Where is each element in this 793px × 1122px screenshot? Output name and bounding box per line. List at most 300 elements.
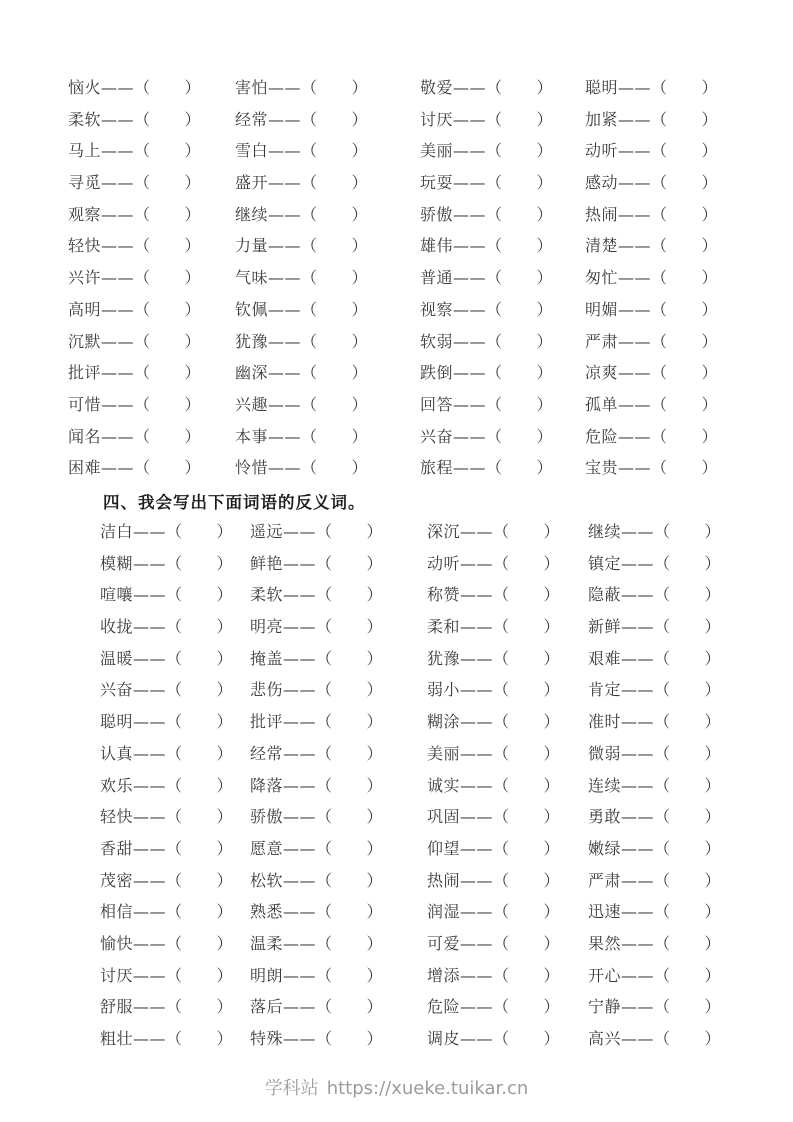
word-entry [420,262,585,294]
word-text: 香甜 [100,838,134,858]
word-text: 宝贵 [585,458,619,478]
dash-open-paren: ——（ [268,363,318,383]
dash-open-paren: ——（ [453,394,503,414]
word-text: 温暖 [100,648,134,668]
word-entry [68,421,235,453]
dash-open-paren: ——（ [460,870,510,890]
word-text: 增添 [427,965,461,985]
dash-open-paren: ——（ [460,743,510,763]
word-text: 柔和 [427,617,461,637]
footer-url: https://xueke.tuikar.cn [326,1078,529,1099]
word-text: 讨厌 [420,109,454,129]
word-entry [68,452,235,484]
word-entry [427,801,588,833]
word-entry [100,991,250,1023]
close-paren: ） [543,775,561,795]
dash-open-paren: ——（ [283,838,333,858]
dash-open-paren: ——（ [133,617,183,637]
word-entry [235,199,420,231]
word-text: 微弱 [588,743,622,763]
dash-open-paren: ——（ [268,331,318,351]
close-paren: ） [536,426,554,446]
word-entry [235,230,420,262]
dash-open-paren: ——（ [268,173,318,193]
word-entry [235,421,420,453]
dash-open-paren: ——（ [133,712,183,732]
word-entry [250,516,427,548]
word-text: 本事 [235,426,269,446]
dash-open-paren: ——（ [460,933,510,953]
dash-open-paren: ——（ [621,775,671,795]
close-paren: ） [366,743,384,763]
word-entry [585,230,718,262]
word-text: 轻快 [100,807,134,827]
close-paren: ） [216,712,234,732]
word-text: 力量 [235,236,269,256]
footer-site-name: 学科站 [264,1078,319,1099]
dash-open-paren: ——（ [283,870,333,890]
word-entry [420,199,585,231]
close-paren: ） [184,204,202,224]
word-text: 相信 [100,902,134,922]
section-heading: 四、我会写出下面词语的反义词。 [103,493,366,512]
word-entry [427,896,588,928]
dash-open-paren: ——（ [621,1029,671,1048]
dash-open-paren: ——（ [133,997,183,1017]
dash-open-paren: ——（ [268,299,318,319]
word-text: 喧嚷 [100,585,134,605]
close-paren: ） [366,648,384,668]
word-text: 幽深 [235,363,269,383]
close-paren: ） [366,902,384,922]
word-text: 果然 [588,933,622,953]
word-entry [585,135,718,167]
word-text: 寻觅 [68,173,102,193]
word-entry [250,770,427,802]
dash-open-paren: ——（ [283,807,333,827]
close-paren: ） [701,299,719,319]
dash-open-paren: ——（ [101,173,151,193]
dash-open-paren: ——（ [101,331,151,351]
dash-open-paren: ——（ [101,109,151,129]
dash-open-paren: ——（ [101,426,151,446]
close-paren: ） [704,775,722,795]
close-paren: ） [704,965,722,985]
close-paren: ） [351,331,369,351]
dash-open-paren: ——（ [460,965,510,985]
word-entry [427,643,588,675]
close-paren: ） [184,331,202,351]
dash-open-paren: ——（ [618,109,668,129]
word-entry [100,548,250,580]
close-paren: ） [184,426,202,446]
close-paren: ） [536,458,554,478]
close-paren: ） [184,236,202,256]
word-entry [235,72,420,104]
close-paren: ） [704,807,722,827]
word-text: 严肃 [585,331,619,351]
dash-open-paren: ——（ [618,78,668,97]
close-paren: ） [351,268,369,288]
word-text: 诚实 [427,775,461,795]
dash-open-paren: ——（ [268,426,318,446]
word-text: 遥远 [250,522,284,541]
word-entry [420,230,585,262]
dash-open-paren: ——（ [453,268,503,288]
close-paren: ） [351,236,369,256]
word-entry [68,294,235,326]
word-text: 明朗 [250,965,284,985]
word-entry [427,833,588,865]
word-entry [68,262,235,294]
word-text: 软弱 [420,331,454,351]
dash-open-paren: ——（ [618,299,668,319]
word-text: 镇定 [588,553,622,573]
word-entry [68,167,235,199]
dash-open-paren: ——（ [133,807,183,827]
word-text: 玩耍 [420,173,454,193]
close-paren: ） [366,617,384,637]
close-paren: ） [543,522,561,541]
word-text: 肯定 [588,680,622,700]
close-paren: ） [704,712,722,732]
dash-open-paren: ——（ [453,173,503,193]
close-paren: ） [216,743,234,763]
word-entry [235,262,420,294]
word-text: 聪明 [585,78,619,97]
close-paren: ） [701,458,719,478]
word-text: 鲜艳 [250,553,284,573]
close-paren: ） [704,743,722,763]
word-text: 跌倒 [420,363,454,383]
word-text: 热闹 [585,204,619,224]
dash-open-paren: ——（ [460,902,510,922]
close-paren: ） [543,680,561,700]
close-paren: ） [704,838,722,858]
close-paren: ） [704,902,722,922]
word-entry [100,801,250,833]
word-entry [68,357,235,389]
word-text: 悲伤 [250,680,284,700]
word-entry [427,611,588,643]
dash-open-paren: ——（ [133,680,183,700]
close-paren: ） [351,458,369,478]
word-text: 高兴 [588,1029,622,1048]
close-paren: ） [216,553,234,573]
word-text: 危险 [427,997,461,1017]
word-entry [420,104,585,136]
close-paren: ） [704,617,722,637]
dash-open-paren: ——（ [101,236,151,256]
close-paren: ） [184,173,202,193]
close-paren: ） [184,394,202,414]
word-text: 热闹 [427,870,461,890]
close-paren: ） [351,204,369,224]
close-paren: ） [216,965,234,985]
close-paren: ） [184,363,202,383]
word-text: 柔软 [68,109,102,129]
close-paren: ） [704,997,722,1017]
close-paren: ） [536,109,554,129]
close-paren: ） [184,299,202,319]
word-entry [588,579,721,611]
close-paren: ） [351,394,369,414]
word-entry [68,72,235,104]
word-entry [250,928,427,960]
word-entry [585,104,718,136]
dash-open-paren: ——（ [133,585,183,605]
word-entry [420,389,585,421]
word-text: 洁白 [100,522,134,541]
dash-open-paren: ——（ [460,522,510,541]
word-text: 加紧 [585,109,619,129]
word-entry [250,960,427,992]
close-paren: ） [536,363,554,383]
dash-open-paren: ——（ [621,743,671,763]
close-paren: ） [543,585,561,605]
word-text: 特殊 [250,1029,284,1048]
dash-open-paren: ——（ [453,141,503,161]
dash-open-paren: ——（ [621,617,671,637]
close-paren: ） [184,109,202,129]
word-entry [235,326,420,358]
dash-open-paren: ——（ [101,394,151,414]
close-paren: ） [216,807,234,827]
dash-open-paren: ——（ [133,933,183,953]
word-text: 旅程 [420,458,454,478]
word-entry [427,579,588,611]
dash-open-paren: ——（ [283,902,333,922]
close-paren: ） [543,933,561,953]
close-paren: ） [543,807,561,827]
close-paren: ） [184,78,202,97]
close-paren: ） [543,743,561,763]
close-paren: ） [536,299,554,319]
dash-open-paren: ——（ [453,204,503,224]
word-entry [100,706,250,738]
word-text: 兴许 [68,268,102,288]
dash-open-paren: ——（ [283,648,333,668]
word-entry [100,674,250,706]
word-entry [588,548,721,580]
dash-open-paren: ——（ [460,838,510,858]
word-text: 巩固 [427,807,461,827]
close-paren: ） [216,775,234,795]
close-paren: ） [216,997,234,1017]
close-paren: ） [216,617,234,637]
word-entry [235,389,420,421]
word-entry [250,548,427,580]
close-paren: ） [536,268,554,288]
word-text: 勇敢 [588,807,622,827]
dash-open-paren: ——（ [283,1029,333,1048]
dash-open-paren: ——（ [453,299,503,319]
word-text: 经常 [250,743,284,763]
word-text: 敬爱 [420,78,454,97]
word-text: 柔软 [250,585,284,605]
close-paren: ） [543,902,561,922]
word-text: 欢乐 [100,775,134,795]
word-text: 调皮 [427,1029,461,1048]
word-entry [100,516,250,548]
word-entry [68,104,235,136]
word-text: 感动 [585,173,619,193]
dash-open-paren: ——（ [133,902,183,922]
word-entry [100,770,250,802]
dash-open-paren: ——（ [283,585,333,605]
dash-open-paren: ——（ [621,807,671,827]
dash-open-paren: ——（ [268,78,318,97]
word-entry [100,896,250,928]
close-paren: ） [543,838,561,858]
word-text: 批评 [68,363,102,383]
word-entry [585,167,718,199]
word-text: 艰难 [588,648,622,668]
dash-open-paren: ——（ [621,933,671,953]
close-paren: ） [351,426,369,446]
dash-open-paren: ——（ [101,458,151,478]
close-paren: ） [543,997,561,1017]
close-paren: ） [704,870,722,890]
word-text: 模糊 [100,553,134,573]
close-paren: ） [701,173,719,193]
close-paren: ） [536,236,554,256]
word-text: 温柔 [250,933,284,953]
dash-open-paren: ——（ [618,236,668,256]
dash-open-paren: ——（ [133,775,183,795]
dash-open-paren: ——（ [460,680,510,700]
word-entry [588,1023,721,1055]
word-entry [588,928,721,960]
word-entry [68,199,235,231]
word-entry [588,960,721,992]
word-entry [585,199,718,231]
word-entry [250,706,427,738]
close-paren: ） [216,648,234,668]
close-paren: ） [184,458,202,478]
close-paren: ） [701,109,719,129]
close-paren: ） [536,78,554,97]
word-text: 兴趣 [235,394,269,414]
word-entry [100,579,250,611]
word-entry [420,452,585,484]
close-paren: ） [704,585,722,605]
close-paren: ） [366,680,384,700]
word-text: 熟悉 [250,902,284,922]
word-text: 可爱 [427,933,461,953]
word-text: 观察 [68,204,102,224]
word-text: 隐蔽 [588,585,622,605]
word-entry [585,72,718,104]
dash-open-paren: ——（ [101,141,151,161]
dash-open-paren: ——（ [621,838,671,858]
word-text: 称赞 [427,585,461,605]
word-text: 钦佩 [235,299,269,319]
close-paren: ） [216,838,234,858]
word-entry [588,896,721,928]
word-entry [588,801,721,833]
word-text: 雄伟 [420,236,454,256]
dash-open-paren: ——（ [133,648,183,668]
dash-open-paren: ——（ [268,236,318,256]
word-entry [420,326,585,358]
word-entry [585,421,718,453]
dash-open-paren: ——（ [283,933,333,953]
close-paren: ） [366,712,384,732]
word-text: 聪明 [100,712,134,732]
dash-open-paren: ——（ [618,173,668,193]
word-text: 美丽 [420,141,454,161]
word-entry [585,389,718,421]
word-text: 嫩绿 [588,838,622,858]
close-paren: ） [366,838,384,858]
dash-open-paren: ——（ [283,553,333,573]
word-text: 深沉 [427,522,461,541]
dash-open-paren: ——（ [268,458,318,478]
word-text: 匆忙 [585,268,619,288]
dash-open-paren: ——（ [283,522,333,541]
word-text: 动听 [427,553,461,573]
close-paren: ） [184,268,202,288]
word-entry [250,674,427,706]
dash-open-paren: ——（ [283,997,333,1017]
close-paren: ） [701,331,719,351]
word-text: 愿意 [250,838,284,858]
word-entry [588,643,721,675]
word-text: 舒服 [100,997,134,1017]
close-paren: ） [543,965,561,985]
word-text: 降落 [250,775,284,795]
word-text: 掩盖 [250,648,284,668]
close-paren: ） [543,712,561,732]
dash-open-paren: ——（ [268,204,318,224]
dash-open-paren: ——（ [283,680,333,700]
dash-open-paren: ——（ [460,648,510,668]
word-text: 认真 [100,743,134,763]
dash-open-paren: ——（ [621,553,671,573]
dash-open-paren: ——（ [618,394,668,414]
word-text: 愉快 [100,933,134,953]
word-entry [250,611,427,643]
word-text: 连续 [588,775,622,795]
dash-open-paren: ——（ [460,712,510,732]
close-paren: ） [366,1029,384,1048]
close-paren: ） [216,902,234,922]
close-paren: ） [543,553,561,573]
dash-open-paren: ——（ [618,363,668,383]
word-entry [100,865,250,897]
word-text: 气味 [235,268,269,288]
word-entry [68,389,235,421]
word-entry [100,833,250,865]
word-entry [68,135,235,167]
word-entry [420,421,585,453]
word-entry [427,960,588,992]
dash-open-paren: ——（ [101,204,151,224]
dash-open-paren: ——（ [621,902,671,922]
close-paren: ） [704,522,722,541]
word-entry [420,167,585,199]
word-text: 美丽 [427,743,461,763]
close-paren: ） [704,680,722,700]
dash-open-paren: ——（ [618,268,668,288]
close-paren: ） [543,1029,561,1048]
dash-open-paren: ——（ [460,997,510,1017]
close-paren: ） [351,299,369,319]
close-paren: ） [216,680,234,700]
close-paren: ） [366,997,384,1017]
close-paren: ） [366,775,384,795]
